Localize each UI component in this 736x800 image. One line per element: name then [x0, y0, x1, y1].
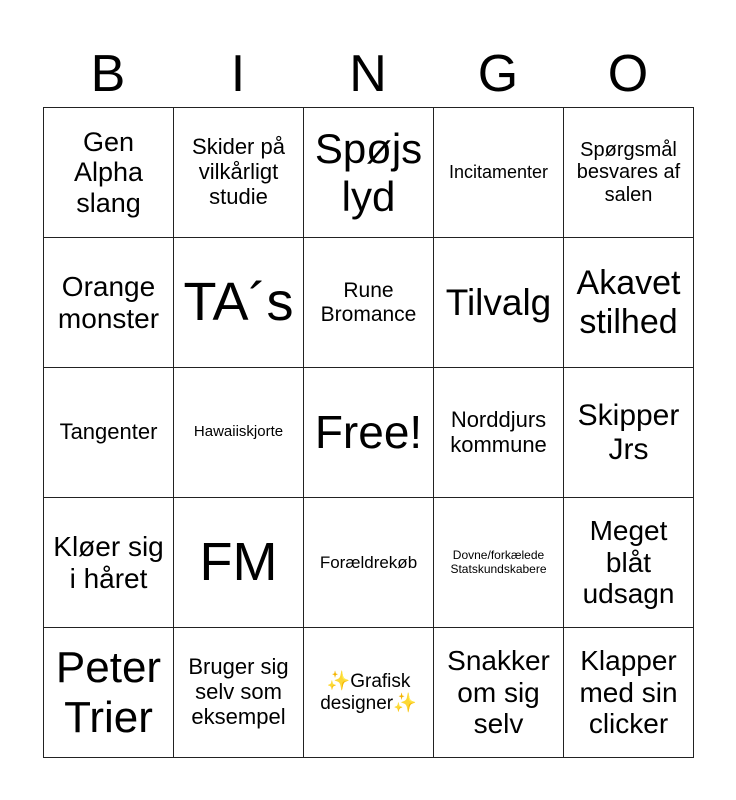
bingo-cell[interactable] [564, 498, 694, 628]
bingo-cell[interactable] [44, 498, 174, 628]
bingo-cell[interactable] [434, 238, 564, 368]
bingo-cell[interactable] [174, 238, 304, 368]
bingo-cell[interactable] [564, 238, 694, 368]
bingo-grid [43, 107, 694, 758]
bingo-cell[interactable] [174, 628, 304, 758]
bingo-cell-label: Bruger sig selv som eksempel [188, 654, 289, 729]
bingo-cell-label: Spøjs lyd [314, 125, 423, 220]
bingo-cell[interactable] [174, 108, 304, 238]
bingo-cell[interactable] [304, 238, 434, 368]
bingo-cell[interactable] [44, 628, 174, 758]
header-letter-n: N [349, 45, 387, 103]
bingo-cell-label: Incitamenter [448, 162, 549, 183]
bingo-cell[interactable] [44, 108, 174, 238]
header-letter-i: I [230, 45, 246, 103]
header-letter-b: B [90, 45, 126, 103]
bingo-cell[interactable] [304, 498, 434, 628]
bingo-cell-label: Tilvalg [445, 281, 552, 323]
bingo-cell-label: ✨Grafisk designer✨ [320, 671, 417, 714]
bingo-cell[interactable] [44, 238, 174, 368]
bingo-cell[interactable] [564, 628, 694, 758]
bingo-cell[interactable] [304, 628, 434, 758]
bingo-cell-label: Dovne/forkælede Statskundskabere [450, 547, 547, 576]
bingo-cell[interactable] [434, 498, 564, 628]
bingo-cell[interactable] [564, 108, 694, 238]
bingo-cell-label: Forældrekøb [319, 552, 418, 572]
bingo-cell-label: FM [199, 531, 278, 592]
bingo-cell-label: TA´s [183, 271, 294, 332]
bingo-cell-label: Skipper Jrs [577, 398, 680, 466]
bingo-cell-label: Klapper med sin clicker [579, 645, 678, 740]
bingo-cell-label: Kløer sig i håret [53, 530, 164, 594]
bingo-cell[interactable] [434, 108, 564, 238]
bingo-cell-label: Akavet stilhed [576, 264, 681, 341]
bingo-cell-label: Norddjurs kommune [450, 406, 547, 457]
bingo-cell-label: Meget blåt udsagn [582, 515, 675, 610]
bingo-cell-label: Orange monster [57, 270, 160, 334]
bingo-cell[interactable] [44, 368, 174, 498]
bingo-cell-label: Peter Trier [55, 642, 162, 742]
bingo-cell-label: Gen Alpha slang [73, 126, 144, 218]
header-letter-g: G [477, 45, 519, 103]
bingo-cell[interactable] [304, 368, 434, 498]
bingo-cell-label: Snakker om sig selv [447, 645, 550, 740]
bingo-header [43, 44, 693, 104]
bingo-cell-label: Tangenter [59, 419, 158, 445]
bingo-cell-label: Free! [314, 405, 423, 458]
bingo-cell-label: Hawaiiskjorte [193, 423, 284, 441]
bingo-cell[interactable] [434, 628, 564, 758]
bingo-cell-label: Skider på vilkårligt studie [192, 134, 285, 209]
bingo-cell[interactable] [174, 498, 304, 628]
header-letter-o: O [607, 45, 649, 103]
bingo-cell-label: Rune Bromance [320, 278, 417, 326]
bingo-cell[interactable] [174, 368, 304, 498]
bingo-cell[interactable] [564, 368, 694, 498]
bingo-cell-label: Spørgsmål besvares af salen [576, 138, 681, 206]
bingo-cell[interactable] [304, 108, 434, 238]
bingo-cell[interactable] [434, 368, 564, 498]
